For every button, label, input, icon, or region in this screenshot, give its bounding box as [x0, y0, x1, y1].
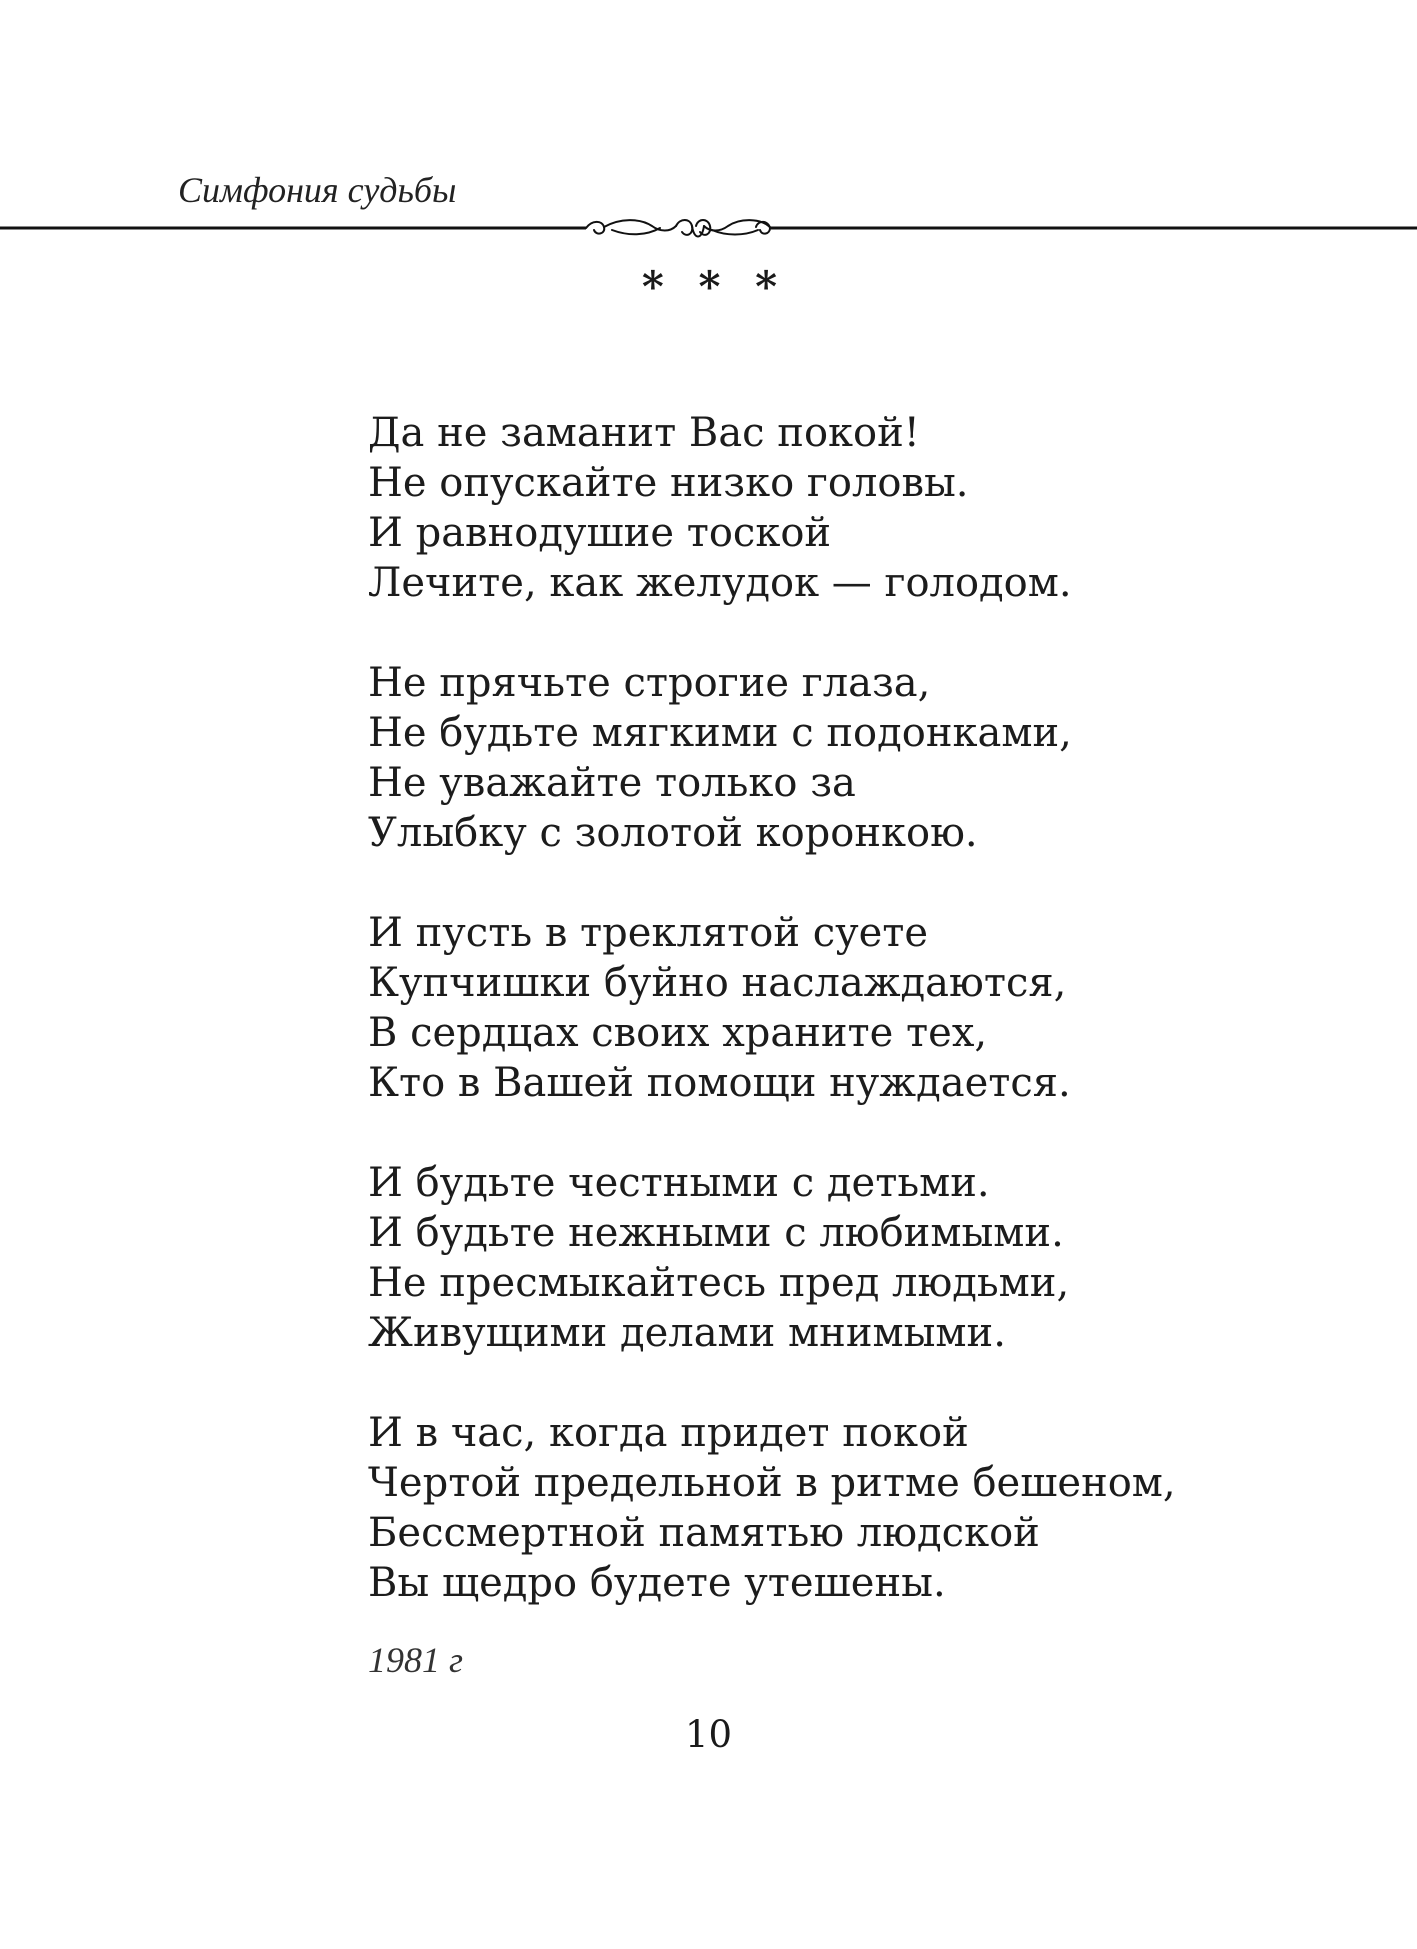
poem-line: И будьте нежными с любимыми. [368, 1210, 1064, 1256]
poem-line: И будьте честными с детьми. [368, 1160, 990, 1206]
poem-date: 1981 г [368, 1640, 464, 1680]
poem-line: Живущими делами мнимыми. [368, 1310, 1006, 1356]
header-ornamental-rule [0, 210, 1417, 240]
poem-line: В сердцах своих храните тех, [368, 1010, 988, 1056]
poem-line: Улыбку с золотой коронкою. [368, 810, 978, 856]
poem-line: Чертой предельной в ритме бешеном, [368, 1460, 1176, 1506]
stanza [368, 1408, 1176, 1608]
poem-line: Не будьте мягкими с подонками, [368, 710, 1072, 756]
page-number: 10 [684, 1713, 733, 1756]
running-head-title: Симфония судьбы [178, 170, 457, 210]
flourish-ornament-icon [586, 220, 770, 237]
poem-line: И в час, когда придет покой [368, 1410, 969, 1456]
poem-line: И пусть в треклятой суете [368, 910, 929, 956]
stanza [368, 1158, 1176, 1358]
stanza [368, 408, 1176, 608]
poem-line: Не опускайте низко головы. [368, 460, 969, 506]
poem-line: Вы щедро будете утешены. [368, 1560, 946, 1606]
poem-line: И равнодушие тоской [368, 510, 832, 556]
poem-line: Бессмертной памятью людской [368, 1510, 1040, 1556]
poem-line: Купчишки буйно наслаждаются, [368, 960, 1067, 1006]
poem-line: Лечите, как желудок — голодом. [368, 560, 1072, 606]
poem-line: Не прячьте строгие глаза, [368, 660, 931, 706]
poem-body [368, 408, 1176, 1658]
poem-line: Не уважайте только за [368, 760, 856, 806]
poem-separator: * * * [641, 262, 788, 311]
poem-line: Кто в Вашей помощи нуждается. [368, 1060, 1071, 1106]
poem-line: Не пресмыкайтесь пред людьми, [368, 1260, 1070, 1306]
stanza [368, 658, 1176, 858]
poem-line: Да не заманит Вас покой! [368, 410, 920, 456]
stanza [368, 908, 1176, 1108]
